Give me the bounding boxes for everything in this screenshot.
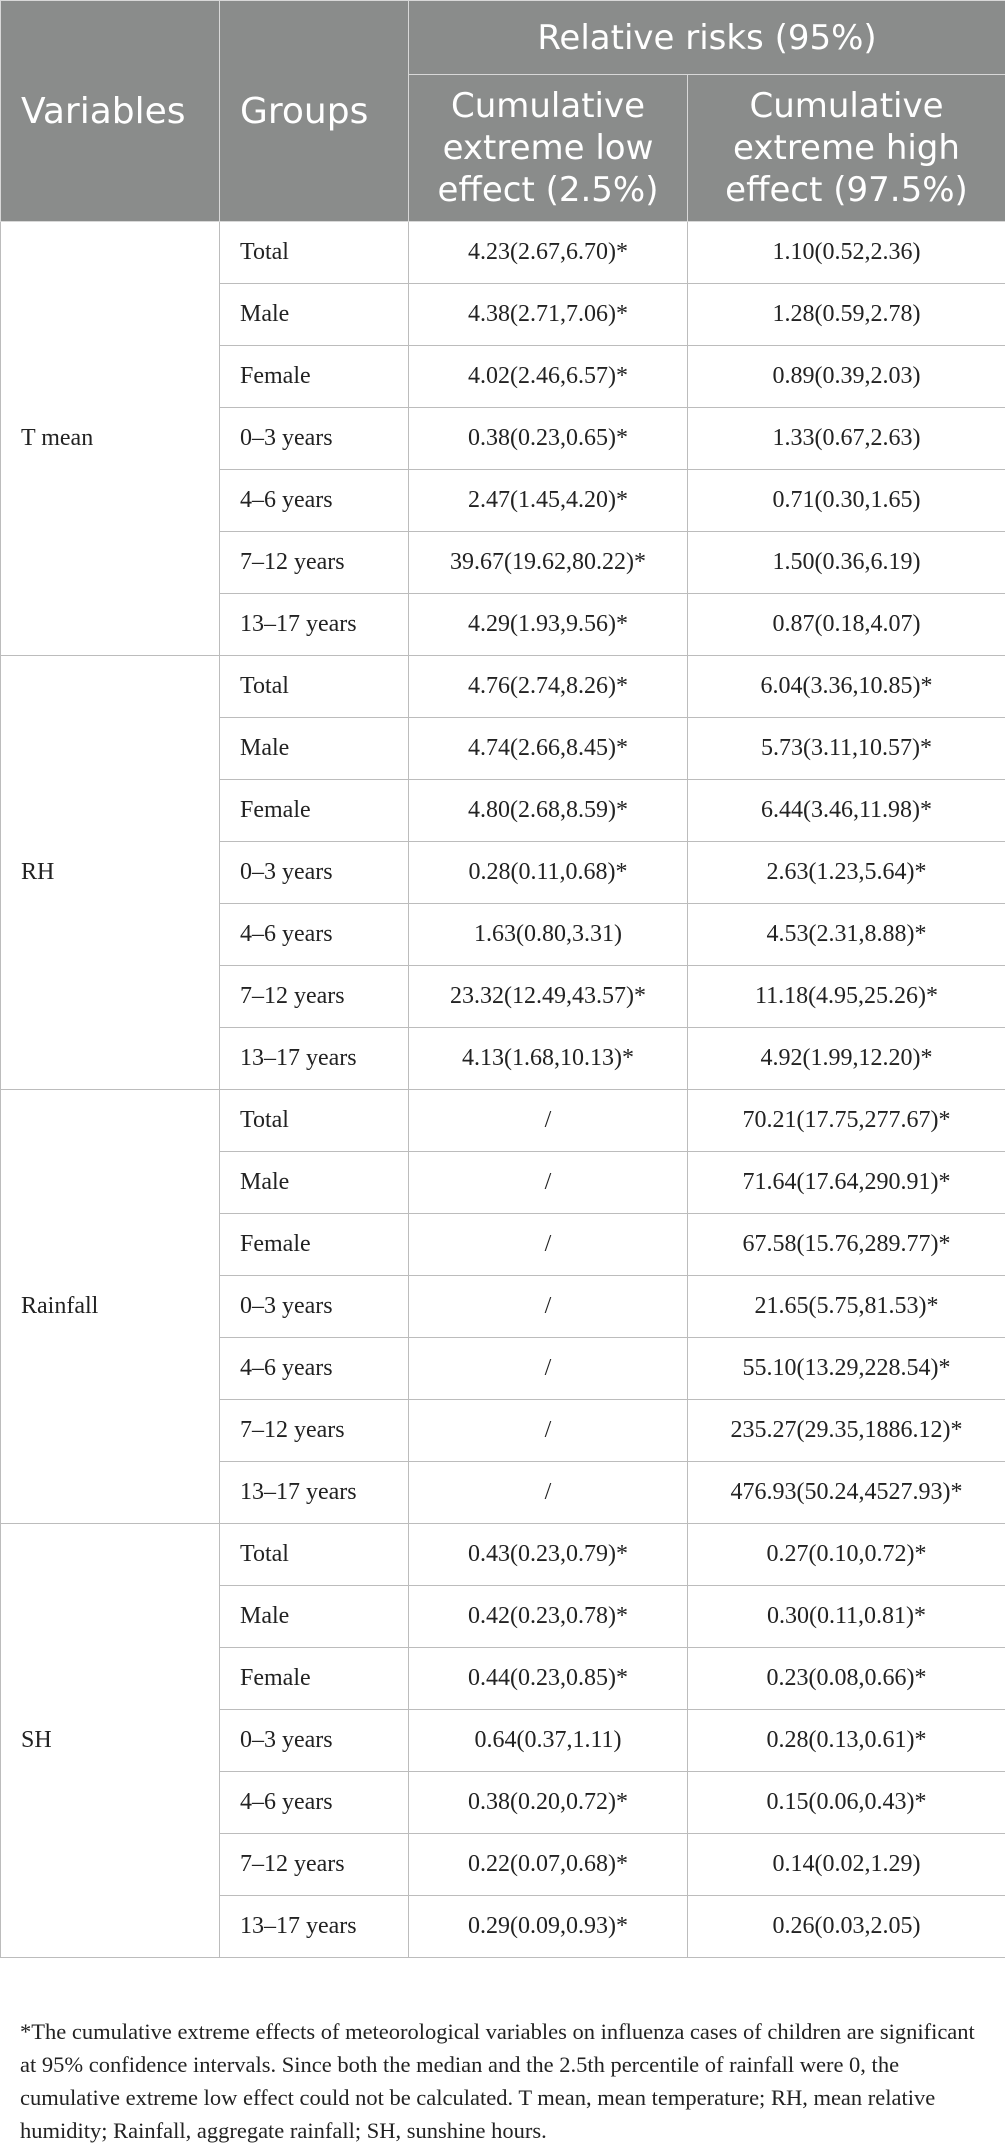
variable-cell: RH <box>1 656 220 1090</box>
high-effect-cell: 1.33(0.67,2.63) <box>688 408 1005 470</box>
high-effect-cell: 0.30(0.11,0.81)* <box>688 1586 1005 1648</box>
high-effect-cell: 21.65(5.75,81.53)* <box>688 1276 1005 1338</box>
group-cell: 13–17 years <box>220 1028 409 1090</box>
high-effect-cell: 1.10(0.52,2.36) <box>688 222 1005 284</box>
table-row <box>1 1090 1005 1152</box>
table-body <box>1 222 1005 1958</box>
table-row <box>1 222 1005 284</box>
group-cell: Female <box>220 346 409 408</box>
header-variables: Variables <box>1 1 220 222</box>
group-cell: 4–6 years <box>220 904 409 966</box>
low-effect-cell: / <box>409 1214 688 1276</box>
high-effect-cell: 0.26(0.03,2.05) <box>688 1896 1005 1958</box>
high-effect-cell: 0.71(0.30,1.65) <box>688 470 1005 532</box>
group-cell: 13–17 years <box>220 1462 409 1524</box>
high-effect-cell: 2.63(1.23,5.64)* <box>688 842 1005 904</box>
high-effect-cell: 0.89(0.39,2.03) <box>688 346 1005 408</box>
high-effect-cell: 1.50(0.36,6.19) <box>688 532 1005 594</box>
low-effect-cell: 4.74(2.66,8.45)* <box>409 718 688 780</box>
low-effect-cell: 0.28(0.11,0.68)* <box>409 842 688 904</box>
low-effect-cell: 0.38(0.20,0.72)* <box>409 1772 688 1834</box>
table-row <box>1 656 1005 718</box>
header-high-effect: Cumulative extreme high effect (97.5%) <box>688 75 1005 222</box>
high-effect-cell: 1.28(0.59,2.78) <box>688 284 1005 346</box>
group-cell: Male <box>220 1586 409 1648</box>
group-cell: 4–6 years <box>220 1772 409 1834</box>
high-effect-cell: 476.93(50.24,4527.93)* <box>688 1462 1005 1524</box>
low-effect-cell: / <box>409 1090 688 1152</box>
high-effect-cell: 67.58(15.76,289.77)* <box>688 1214 1005 1276</box>
high-effect-cell: 235.27(29.35,1886.12)* <box>688 1400 1005 1462</box>
low-effect-cell: 4.38(2.71,7.06)* <box>409 284 688 346</box>
header-low-effect: Cumulative extreme low effect (2.5%) <box>409 75 688 222</box>
low-effect-cell: 2.47(1.45,4.20)* <box>409 470 688 532</box>
low-effect-cell: 4.02(2.46,6.57)* <box>409 346 688 408</box>
high-effect-cell: 0.87(0.18,4.07) <box>688 594 1005 656</box>
high-effect-cell: 0.28(0.13,0.61)* <box>688 1710 1005 1772</box>
header-relative-risks: Relative risks (95%) <box>409 1 1005 75</box>
group-cell: Total <box>220 656 409 718</box>
group-cell: 0–3 years <box>220 1710 409 1772</box>
low-effect-cell: 4.13(1.68,10.13)* <box>409 1028 688 1090</box>
low-effect-cell: 0.42(0.23,0.78)* <box>409 1586 688 1648</box>
group-cell: 7–12 years <box>220 966 409 1028</box>
low-effect-cell: 39.67(19.62,80.22)* <box>409 532 688 594</box>
group-cell: Female <box>220 1648 409 1710</box>
low-effect-cell: 0.38(0.23,0.65)* <box>409 408 688 470</box>
low-effect-cell: 4.80(2.68,8.59)* <box>409 780 688 842</box>
group-cell: Male <box>220 284 409 346</box>
group-cell: Male <box>220 718 409 780</box>
group-cell: Total <box>220 1524 409 1586</box>
high-effect-cell: 0.27(0.10,0.72)* <box>688 1524 1005 1586</box>
table-row <box>1 1524 1005 1586</box>
low-effect-cell: 4.76(2.74,8.26)* <box>409 656 688 718</box>
low-effect-cell: 0.22(0.07,0.68)* <box>409 1834 688 1896</box>
low-effect-cell: 4.29(1.93,9.56)* <box>409 594 688 656</box>
low-effect-cell: 4.23(2.67,6.70)* <box>409 222 688 284</box>
high-effect-cell: 0.15(0.06,0.43)* <box>688 1772 1005 1834</box>
group-cell: 7–12 years <box>220 532 409 594</box>
variable-cell: T mean <box>1 222 220 656</box>
header-groups: Groups <box>220 1 409 222</box>
high-effect-cell: 0.23(0.08,0.66)* <box>688 1648 1005 1710</box>
variable-cell: Rainfall <box>1 1090 220 1524</box>
high-effect-cell: 4.92(1.99,12.20)* <box>688 1028 1005 1090</box>
group-cell: 4–6 years <box>220 1338 409 1400</box>
low-effect-cell: 1.63(0.80,3.31) <box>409 904 688 966</box>
low-effect-cell: 0.43(0.23,0.79)* <box>409 1524 688 1586</box>
high-effect-cell: 71.64(17.64,290.91)* <box>688 1152 1005 1214</box>
high-effect-cell: 6.44(3.46,11.98)* <box>688 780 1005 842</box>
low-effect-cell: 23.32(12.49,43.57)* <box>409 966 688 1028</box>
low-effect-cell: / <box>409 1338 688 1400</box>
group-cell: Female <box>220 780 409 842</box>
group-cell: Total <box>220 222 409 284</box>
low-effect-cell: 0.29(0.09,0.93)* <box>409 1896 688 1958</box>
group-cell: 0–3 years <box>220 1276 409 1338</box>
group-cell: Female <box>220 1214 409 1276</box>
low-effect-cell: / <box>409 1152 688 1214</box>
group-cell: 7–12 years <box>220 1834 409 1896</box>
group-cell: 0–3 years <box>220 842 409 904</box>
group-cell: 13–17 years <box>220 1896 409 1958</box>
table-footnote: *The cumulative extreme effects of meteorological variables on influenza cases of children are significant at 95% confidence intervals. Since both the median and the 2.5th percentile of rainfall were 0, the cumulative extreme low effect could not be calculated. T mean, mean temperature; RH, mean relative humidity; Rainfall, aggregate rainfall; SH, sunshine hours. <box>20 2018 975 2143</box>
group-cell: Total <box>220 1090 409 1152</box>
high-effect-cell: 70.21(17.75,277.67)* <box>688 1090 1005 1152</box>
low-effect-cell: 0.64(0.37,1.11) <box>409 1710 688 1772</box>
high-effect-cell: 11.18(4.95,25.26)* <box>688 966 1005 1028</box>
table-header <box>1 1 1005 222</box>
low-effect-cell: / <box>409 1400 688 1462</box>
high-effect-cell: 6.04(3.36,10.85)* <box>688 656 1005 718</box>
group-cell: 4–6 years <box>220 470 409 532</box>
group-cell: Male <box>220 1152 409 1214</box>
low-effect-cell: 0.44(0.23,0.85)* <box>409 1648 688 1710</box>
variable-cell: SH <box>1 1524 220 1958</box>
group-cell: 7–12 years <box>220 1400 409 1462</box>
high-effect-cell: 4.53(2.31,8.88)* <box>688 904 1005 966</box>
low-effect-cell: / <box>409 1462 688 1524</box>
group-cell: 0–3 years <box>220 408 409 470</box>
high-effect-cell: 55.10(13.29,228.54)* <box>688 1338 1005 1400</box>
group-cell: 13–17 years <box>220 594 409 656</box>
high-effect-cell: 0.14(0.02,1.29) <box>688 1834 1005 1896</box>
high-effect-cell: 5.73(3.11,10.57)* <box>688 718 1005 780</box>
low-effect-cell: / <box>409 1276 688 1338</box>
